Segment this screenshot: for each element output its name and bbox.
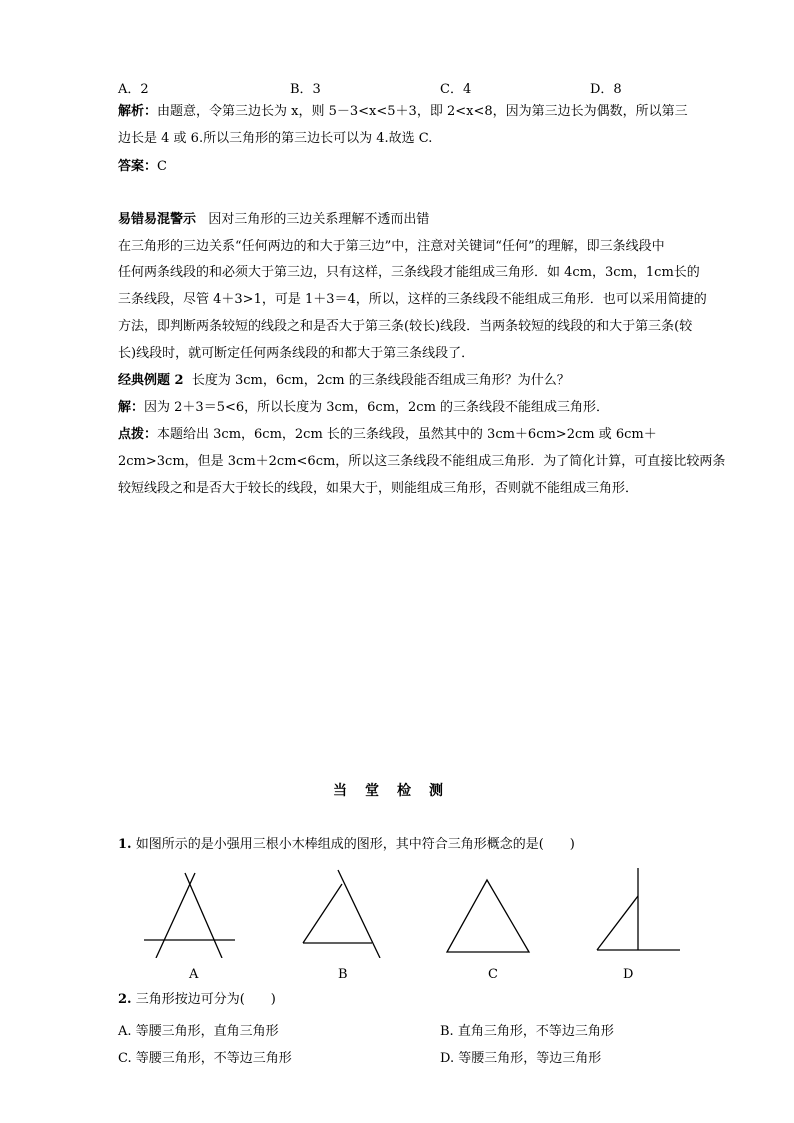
warning-title: 因对三角形的三边关系理解不透而出错 xyxy=(208,212,430,227)
section-title: 当堂检测 xyxy=(333,783,461,799)
analysis-line-1 xyxy=(118,104,688,120)
choice-d: D．8 xyxy=(590,82,622,97)
figure-b xyxy=(300,868,390,958)
figure-c xyxy=(445,868,535,958)
tip-label: 点拨： xyxy=(118,427,158,442)
warning-para-line-4: 方法，即判断两条较短的线段之和是否大于第三条(较长)线段．当两条较短的线段的和大于第三条(较 xyxy=(118,319,693,334)
answer-label: 答案： xyxy=(118,159,158,174)
figure-label-b: B xyxy=(338,967,348,982)
tip-line-3: 较短线段之和是否大于较长的线段，如果大于，则能组成三角形，否则就不能组成三角形． xyxy=(118,481,639,496)
choice-c: C．4 xyxy=(440,82,472,97)
warning-para-line-3: 三条线段，尽管 4＋3>1，可是 1＋3＝4，所以，这样的三条线段不能组成三角形．也可以采用简捷的 xyxy=(118,292,707,307)
example2-question xyxy=(118,373,570,389)
warning-heading xyxy=(118,212,429,228)
tip-line-2: 2cm>3cm，但是 3cm＋2cm<6cm，所以这三条线段不能组成三角形．为了简化计算，可直接比较两条 xyxy=(118,454,726,469)
analysis-text-1: 由题意，令第三边长为 x，则 5－3<x<5＋3，即 2<x<8，因为第三边长为偶数，所以第三 xyxy=(157,104,688,119)
q2-number: 2. xyxy=(118,992,132,1007)
analysis-line-2: 边长是 4 或 6.所以三角形的第三边长可以为 4.故选 C. xyxy=(118,131,433,146)
analysis-label: 解析： xyxy=(118,104,158,119)
warning-para-line-2: 任何两条线段的和必须大于第三边，只有这样，三条线段才能组成三角形．如 4cm，3cm，1cm长的 xyxy=(118,265,700,280)
warning-para-line-1: 在三角形的三边关系“任何两边的和大于第三边”中，注意对关键词“任何”的理解，即三条线段中 xyxy=(118,239,665,254)
figure-label-a: A xyxy=(189,967,199,982)
q2-option-a: A. 等腰三角形，直角三角形 xyxy=(118,1024,279,1039)
answer-value: C xyxy=(157,159,167,174)
q1-line xyxy=(118,837,575,853)
solution-text: 因为 2＋3＝5<6，所以长度为 3cm，6cm，2cm 的三条线段不能组成三角形． xyxy=(144,400,610,415)
figure-a xyxy=(140,868,240,958)
warning-para-line-5: 长)线段时，就可断定任何两条线段的和都大于第三条线段了． xyxy=(118,346,475,361)
figure-d xyxy=(595,868,685,958)
example2-text: 长度为 3cm，6cm，2cm 的三条线段能否组成三角形？为什么？ xyxy=(191,373,570,388)
q2-line xyxy=(118,992,276,1008)
q2-option-c: C. 等腰三角形，不等边三角形 xyxy=(118,1051,292,1066)
q1-number: 1. xyxy=(118,837,132,852)
warning-label: 易错易混警示 xyxy=(118,212,197,227)
choice-b: B．3 xyxy=(290,82,321,97)
q2-text: 三角形按边可分为( ) xyxy=(135,992,276,1007)
example2-solution xyxy=(118,400,609,416)
choice-a: A．2 xyxy=(118,82,149,97)
q2-option-b: B. 直角三角形，不等边三角形 xyxy=(440,1024,614,1039)
example2-label: 经典例题 2 xyxy=(118,373,184,388)
solution-label: 解： xyxy=(118,400,145,415)
q1-text: 如图所示的是小强用三根小木棒组成的图形，其中符合三角形概念的是( ) xyxy=(135,837,575,852)
figure-label-d: D xyxy=(623,967,634,982)
tip-text-1: 本题给出 3cm，6cm，2cm 长的三条线段，虽然其中的 3cm＋6cm>2cm 或 6cm＋ xyxy=(157,427,657,442)
tip-line-1 xyxy=(118,427,657,443)
answer-line xyxy=(118,159,167,175)
figure-label-c: C xyxy=(488,967,498,982)
q2-option-d: D. 等腰三角形，等边三角形 xyxy=(440,1051,602,1066)
